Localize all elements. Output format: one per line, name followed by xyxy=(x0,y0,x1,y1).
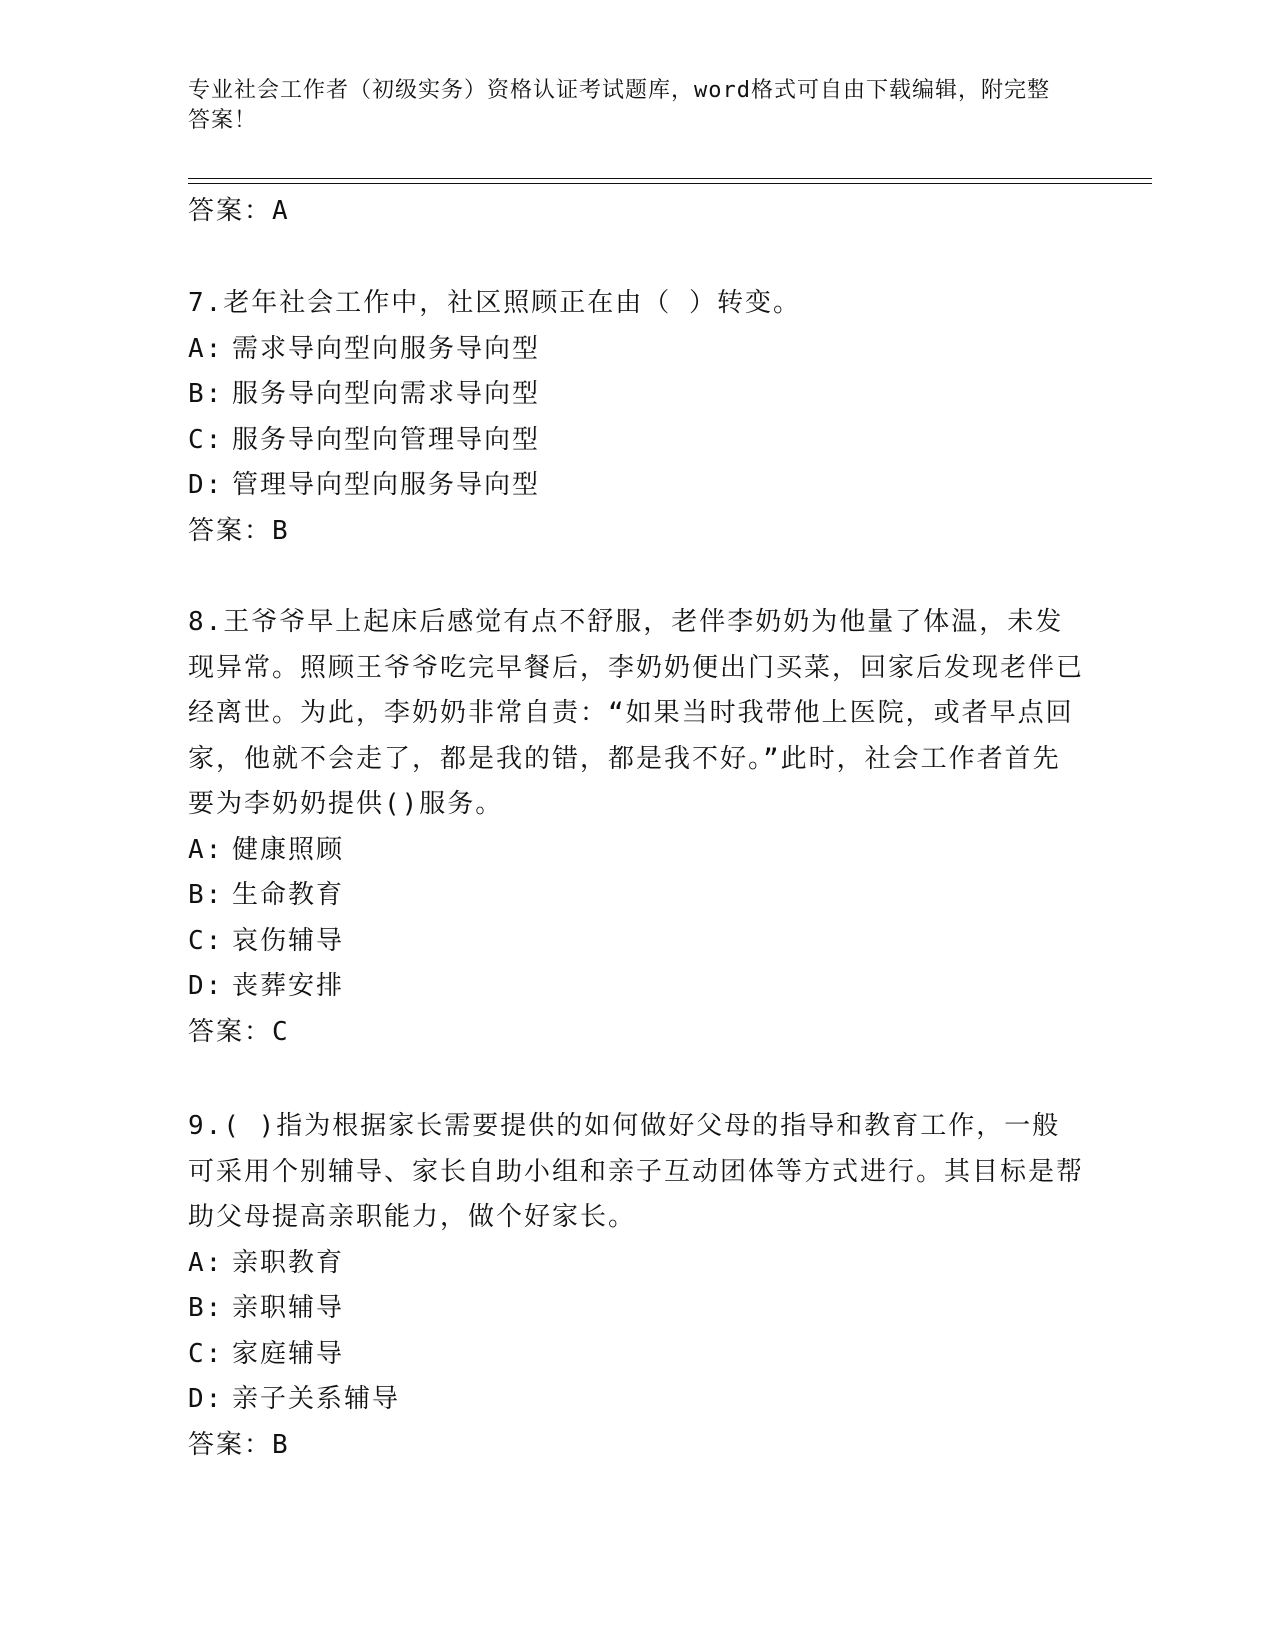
option-text: 哀伤辅导 xyxy=(232,925,345,956)
answer-label: 答案： xyxy=(188,1016,273,1047)
answer xyxy=(188,1010,1088,1056)
question-stem: 7.老年社会工作中，社区照顾正在由（ ）转变。 xyxy=(188,288,801,318)
option-c xyxy=(188,1332,1088,1378)
option-b xyxy=(188,1286,1088,1332)
header-rule-bottom xyxy=(188,183,1152,184)
option-text: 健康照顾 xyxy=(232,834,345,865)
option-text: 管理导向型向服务导向型 xyxy=(232,470,541,500)
page-header: 专业社会工作者（初级实务）资格认证考试题库，word格式可自由下载编辑，附完整答案！ xyxy=(188,78,1050,133)
option-c xyxy=(188,919,1088,965)
option-a xyxy=(188,327,1088,373)
option-list xyxy=(188,828,1088,1010)
question-8 xyxy=(188,600,1088,1055)
option-d xyxy=(188,964,1088,1010)
answer-value: B xyxy=(272,1429,288,1460)
option-key: B: xyxy=(188,379,224,409)
option-list xyxy=(188,1241,1088,1423)
option-list xyxy=(188,327,1088,509)
previous-answer xyxy=(188,193,288,229)
option-b xyxy=(188,873,1088,919)
option-key: C: xyxy=(188,925,224,956)
option-key: B: xyxy=(188,1293,224,1323)
answer-value: C xyxy=(272,1016,288,1047)
option-key: D: xyxy=(188,971,224,1001)
option-text: 亲职辅导 xyxy=(232,1293,345,1323)
option-key: A: xyxy=(188,1247,224,1278)
answer xyxy=(188,509,1088,555)
option-b xyxy=(188,372,1088,418)
option-key: A: xyxy=(188,333,224,364)
answer-label: 答案： xyxy=(188,196,273,226)
option-text: 服务导向型向管理导向型 xyxy=(232,424,541,455)
question-7 xyxy=(188,281,1088,554)
option-a xyxy=(188,828,1088,874)
answer-value: B xyxy=(272,515,288,546)
option-text: 亲子关系辅导 xyxy=(232,1384,401,1414)
option-c xyxy=(188,418,1088,464)
option-d xyxy=(188,1377,1088,1423)
option-key: D: xyxy=(188,470,224,500)
question-stem: 8.王爷爷早上起床后感觉有点不舒服，老伴李奶奶为他量了体温，未发现异常。照顾王爷爷吃完早餐后，李奶奶便出门买菜，回家后发现老伴已经离世。为此，李奶奶非常自责：“如果当时我带他上医院，或者早点回家，他就不会走了，都是我的错，都是我不好。”此时，社会工作者首先要为李奶奶提供()服务。 xyxy=(188,607,1085,819)
question-stem: 9.( )指为根据家长需要提供的如何做好父母的指导和教育工作，一般可采用个别辅导、家长自助小组和亲子互动团体等方式进行。其目标是帮助父母提高亲职能力，做个好家长。 xyxy=(188,1111,1085,1232)
question-9 xyxy=(188,1104,1088,1468)
option-key: C: xyxy=(188,424,224,455)
header-rule-top xyxy=(188,178,1152,179)
option-text: 服务导向型向需求导向型 xyxy=(232,379,541,409)
answer-value: A xyxy=(272,196,288,226)
answer-label: 答案： xyxy=(188,1429,273,1460)
option-key: A: xyxy=(188,834,224,865)
option-key: B: xyxy=(188,880,224,910)
option-text: 亲职教育 xyxy=(232,1247,345,1278)
option-key: D: xyxy=(188,1384,224,1414)
option-text: 丧葬安排 xyxy=(232,971,345,1001)
option-d xyxy=(188,463,1088,509)
option-text: 生命教育 xyxy=(232,880,345,910)
answer-label: 答案： xyxy=(188,515,273,546)
option-text: 家庭辅导 xyxy=(232,1338,345,1369)
answer xyxy=(188,1423,1088,1469)
option-text: 需求导向型向服务导向型 xyxy=(232,333,541,364)
option-a xyxy=(188,1241,1088,1287)
option-key: C: xyxy=(188,1338,224,1369)
